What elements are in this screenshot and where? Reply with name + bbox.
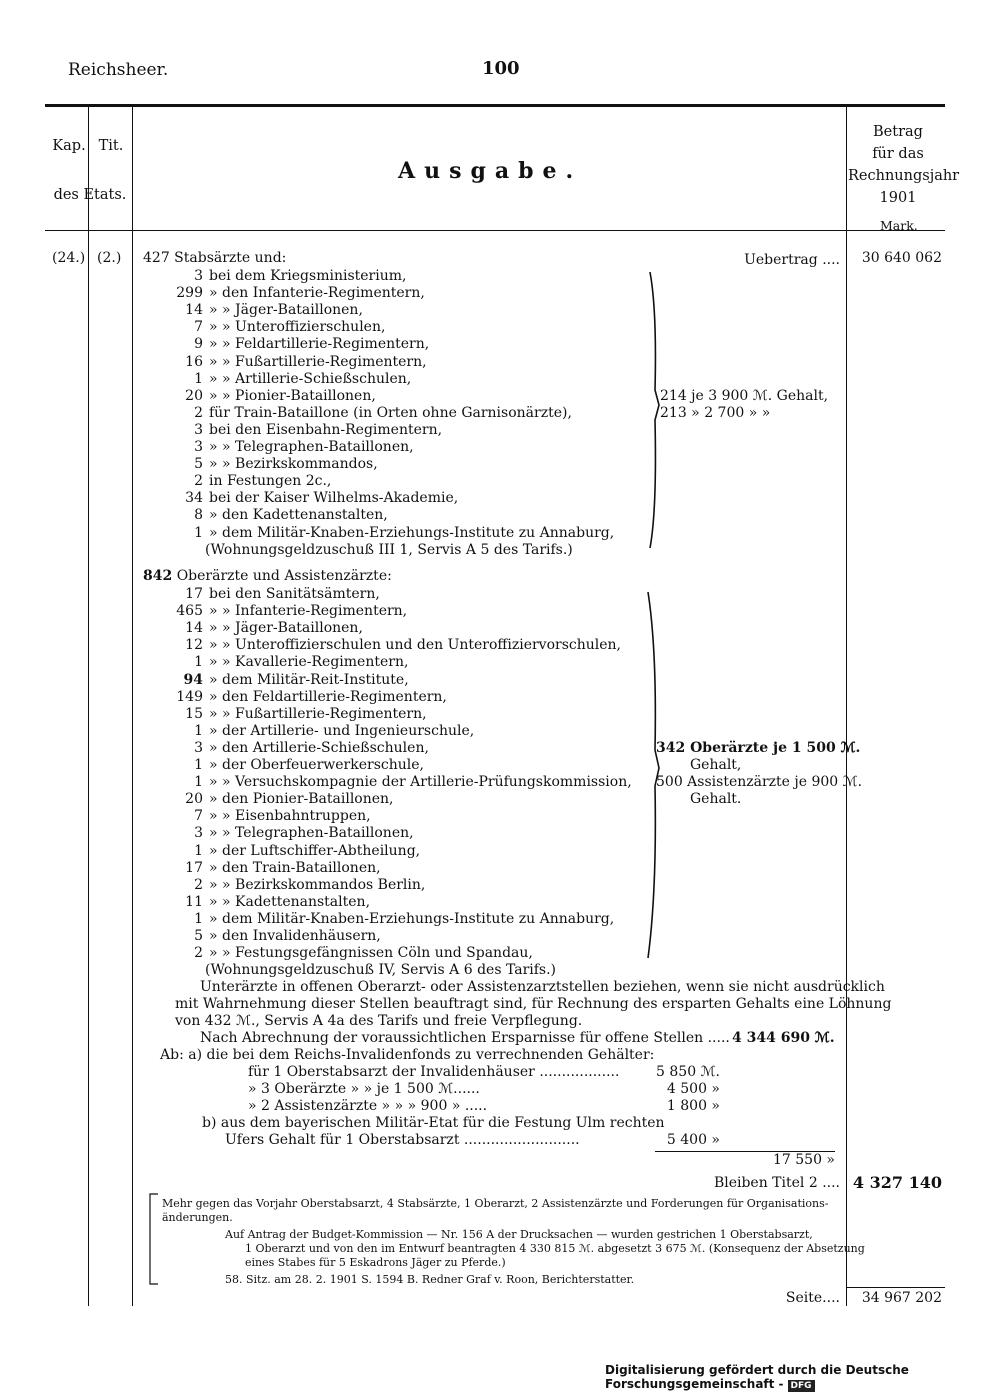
list-item-text: in Festungen 2c.,: [209, 473, 332, 490]
list-item-count: 3: [194, 439, 203, 455]
list-item-count: 12: [185, 637, 203, 654]
list-item-count: 14: [185, 302, 203, 319]
list-item-text: » der Luftschiffer-Abtheilung,: [209, 842, 421, 859]
list-item-count: 1: [194, 757, 203, 773]
list-item-count: 1: [194, 524, 203, 541]
footer-text: Digitalisierung gefördert durch die Deutsche Forschungsgemeinschaft -: [605, 1363, 909, 1391]
list-item-count: 9: [194, 336, 203, 353]
digitization-footer: [605, 1363, 1000, 1392]
section1-side-2: 213 » 2 700 » »: [660, 405, 771, 421]
dfg-logo: DFG: [788, 1380, 815, 1392]
header-rule: [45, 230, 945, 231]
list-item-text: » den Kadettenanstalten,: [209, 507, 388, 524]
list-item-count: 3: [194, 268, 203, 284]
list-item-text: » » Jäger-Bataillonen,: [209, 302, 363, 319]
list-item-text: bei den Sanitätsämtern,: [209, 586, 380, 602]
bleiben-value: 4 327 140: [852, 1173, 942, 1192]
betrag-line-1: Betrag: [873, 124, 923, 140]
note-3: Auf Antrag der Budget-Kommission — Nr. 156 A der Drucksachen — wurden gestrichen 1 Oberstabsarzt,: [225, 1228, 813, 1241]
notes-bracket: [148, 1193, 160, 1285]
column-divider-kap: [88, 106, 89, 1306]
section2-heading: [143, 568, 392, 585]
list-item-count: 17: [185, 586, 203, 602]
b-value: 5 400 »: [666, 1132, 720, 1148]
list-item-text: » den Feldartillerie-Regimentern,: [209, 688, 447, 705]
note-2: änderungen.: [162, 1211, 233, 1224]
calc-item-value: 5 850 ℳ.: [656, 1064, 720, 1080]
list-item-text: » » Bezirkskommandos,: [209, 456, 378, 473]
list-item-count: 3: [194, 421, 203, 438]
list-item-count: 7: [194, 319, 203, 336]
ab-a-line: Ab: a) die bei dem Reichs-Invalidenfonds zu verrechnenden Gehälter:: [160, 1047, 655, 1063]
list-item-count: 2: [194, 876, 203, 893]
note-5: eines Stabes für 5 Eskadrons Jäger zu Pferde.): [245, 1256, 506, 1269]
list-item-text: » dem Militär-Knaben-Erziehungs-Institute zu Annaburg,: [209, 524, 615, 541]
betrag-line-4: 1901: [879, 190, 917, 206]
unit-mark: Mark.: [880, 218, 918, 233]
column-head-betrag: [848, 121, 960, 209]
section-title: Ausgabe.: [398, 158, 583, 184]
section2-side-1: [656, 740, 860, 757]
section2-side-4: Gehalt.: [690, 791, 742, 807]
list-item-text: » » Kadettenanstalten,: [209, 893, 371, 910]
list-item-count: 1: [194, 774, 203, 791]
column-head-des-etats: des Etats.: [53, 187, 127, 203]
list-item-text: » » Telegraphen-Bataillonen,: [209, 825, 414, 842]
list-item-text: » » Fußartillerie-Regimentern,: [209, 705, 427, 722]
list-item-count: 1: [194, 842, 203, 859]
list-item-count: 8: [194, 507, 203, 524]
section2-side-3: 500 Assistenzärzte je 900 ℳ.: [656, 774, 863, 790]
list-item-text: bei der Kaiser Wilhelms-Akademie,: [209, 490, 459, 507]
list-item-text: » » Jäger-Bataillonen,: [209, 620, 363, 637]
nach-label: Nach Abrechnung der voraussichtlichen Ersparnisse für offene Stellen .....: [200, 1030, 730, 1046]
top-rule: [45, 104, 945, 107]
betrag-line-3: Rechnungsjahr: [848, 168, 960, 184]
page-number: 100: [482, 58, 520, 79]
calc-item-label: » 3 Oberärzte » » je 1 500 ℳ......: [248, 1081, 480, 1097]
list-item-count: 5: [194, 456, 203, 473]
list-item-count: 94: [183, 671, 203, 688]
section2-side-2: Gehalt,: [690, 757, 742, 773]
list-item-count: 34: [185, 490, 203, 507]
list-item-count: 3: [194, 739, 203, 756]
seite-rule: [846, 1287, 945, 1288]
calc-item-label: » 2 Assistenzärzte » » » 900 » .....: [248, 1098, 488, 1114]
list-item-count: 149: [176, 688, 203, 705]
sum-value: 17 550 »: [772, 1152, 835, 1168]
list-item-text: » den Infanterie-Regimentern,: [209, 285, 425, 302]
list-item-text: » » Unteroffizierschulen,: [209, 319, 386, 336]
column-divider-tit: [132, 106, 133, 1306]
seite-label: Seite....: [785, 1290, 840, 1306]
b-line-1: b) aus dem bayerischen Militär-Etat für die Festung Ulm rechten: [202, 1115, 665, 1131]
note-6: 58. Sitz. am 28. 2. 1901 S. 1594 B. Redner Graf v. Roon, Berichterstatter.: [225, 1273, 635, 1286]
row-tit: (2.): [97, 250, 122, 266]
list-item-count: 14: [185, 620, 203, 637]
column-divider-betrag: [846, 106, 847, 1306]
list-item-text: » » Feldartillerie-Regimentern,: [209, 336, 430, 353]
betrag-line-2: für das: [872, 146, 924, 162]
nach-value: 4 344 690 ℳ.: [732, 1030, 835, 1046]
list-item-count: 465: [176, 603, 203, 620]
list-item-count: 3: [194, 825, 203, 842]
bleiben-label: Bleiben Titel 2 ....: [713, 1175, 840, 1191]
list-item-text: » dem Militär-Knaben-Erziehungs-Institute zu Annaburg,: [209, 910, 615, 927]
list-item-count: 1: [194, 654, 203, 671]
list-item-count: 11: [185, 893, 203, 910]
paragraph-line-2: mit Wahrnehmung dieser Stellen beauftragt sind, für Rechnung des ersparten Gehalts eine Löhnung: [175, 996, 892, 1012]
uebertrag-label: Uebertrag ....: [744, 252, 840, 268]
list-item-text: » der Oberfeuerwerkerschule,: [209, 757, 424, 773]
list-item-text: » » Fußartillerie-Regimentern,: [209, 353, 427, 370]
section1-heading: 427 Stabsärzte und:: [143, 250, 287, 266]
list-item-count: 17: [185, 859, 203, 876]
section2-heading-text: Oberärzte und Assistenzärzte:: [176, 568, 392, 584]
list-item-text: bei dem Kriegsministerium,: [209, 268, 407, 284]
list-item-text: » » Telegraphen-Bataillonen,: [209, 439, 414, 455]
note-4: 1 Oberarzt und von den im Entwurf beantragten 4 330 815 ℳ. abgesetzt 3 675 ℳ. (Konsequenz der Absetzung: [245, 1242, 865, 1255]
list-item-text: » » Artillerie-Schießschulen,: [209, 370, 412, 387]
paragraph-line-1: Unterärzte in offenen Oberarzt- oder Assistenzarztstellen beziehen, wenn sie nicht ausdrücklich: [200, 979, 885, 995]
list-item-count: 1: [194, 910, 203, 927]
list-item-text: » den Invalidenhäusern,: [209, 928, 381, 944]
list-item-count: 1: [194, 370, 203, 387]
list-item-count: 1: [194, 722, 203, 739]
column-head-tit: Tit.: [98, 138, 124, 154]
list-item-text: » den Artillerie-Schießschulen,: [209, 739, 429, 756]
column-head-kap: Kap.: [52, 138, 86, 154]
list-item-count: 2: [194, 945, 203, 962]
list-item-text: » » Eisenbahntruppen,: [209, 808, 371, 825]
list-item-text: » den Pionier-Bataillonen,: [209, 791, 394, 808]
list-item-text: » » Pionier-Bataillonen,: [209, 387, 376, 404]
paragraph-line-3: von 432 ℳ., Servis A 4a des Tarifs und freie Verpflegung.: [175, 1013, 583, 1029]
seite-value: 34 967 202: [861, 1290, 942, 1306]
calc-item-value: 1 800 »: [666, 1098, 720, 1114]
list-item-count: 2: [194, 473, 203, 490]
list-item-text: » » Kavallerie-Regimentern,: [209, 654, 409, 671]
list-item-count: 20: [185, 791, 203, 808]
list-item-text: » » Bezirkskommandos Berlin,: [209, 876, 426, 893]
list-item-text: » den Train-Bataillonen,: [209, 859, 381, 876]
calc-item-label: für 1 Oberstabsarzt der Invalidenhäuser ..................: [248, 1064, 620, 1080]
section1-closing: (Wohnungsgeldzuschuß III 1, Servis A 5 des Tarifs.): [205, 542, 573, 558]
section2-side-text-1: 342 Oberärzte je 1 500 ℳ.: [656, 740, 861, 756]
section1-side-1: 214 je 3 900 ℳ. Gehalt,: [660, 388, 829, 404]
calc-item-value: 4 500 »: [666, 1081, 720, 1097]
section2-closing: (Wohnungsgeldzuschuß IV, Servis A 6 des Tarifs.): [205, 962, 557, 978]
list-item-count: 15: [185, 705, 203, 722]
uebertrag-value: 30 640 062: [861, 250, 942, 266]
list-item-text: » » Infanterie-Regimentern,: [209, 603, 408, 620]
section2-heading-num: 842: [143, 568, 173, 584]
list-item-text: » der Artillerie- und Ingenieurschule,: [209, 722, 475, 739]
list-item-text: » » Versuchskompagnie der Artillerie-Prüfungskommission,: [209, 774, 632, 791]
list-item-count: 5: [194, 928, 203, 944]
list-item-count: 2: [194, 404, 203, 421]
list-item-text: » » Festungsgefängnissen Cöln und Spandau,: [209, 945, 533, 962]
list-item-text: » » Unteroffizierschulen und den Unteroffiziervorschulen,: [209, 637, 622, 654]
list-item-text: » dem Militär-Reit-Institute,: [209, 671, 409, 688]
running-head: Reichsheer.: [68, 60, 169, 80]
list-item-count: 299: [176, 285, 203, 302]
list-item-text: bei den Eisenbahn-Regimentern,: [209, 421, 443, 438]
list-item-count: 20: [185, 387, 203, 404]
list-item-text: für Train-Bataillone (in Orten ohne Garnisonärzte),: [209, 404, 572, 421]
b-line-2: Ufers Gehalt für 1 Oberstabsarzt ..........................: [225, 1132, 580, 1148]
list-item-count: 7: [194, 808, 203, 825]
row-kap: (24.): [52, 250, 86, 266]
list-item-count: 16: [185, 353, 203, 370]
note-1: Mehr gegen das Vorjahr Oberstabsarzt, 4 Stabsärzte, 1 Oberarzt, 2 Assistenzärzte und Forderungen für Organisations-: [162, 1197, 829, 1210]
